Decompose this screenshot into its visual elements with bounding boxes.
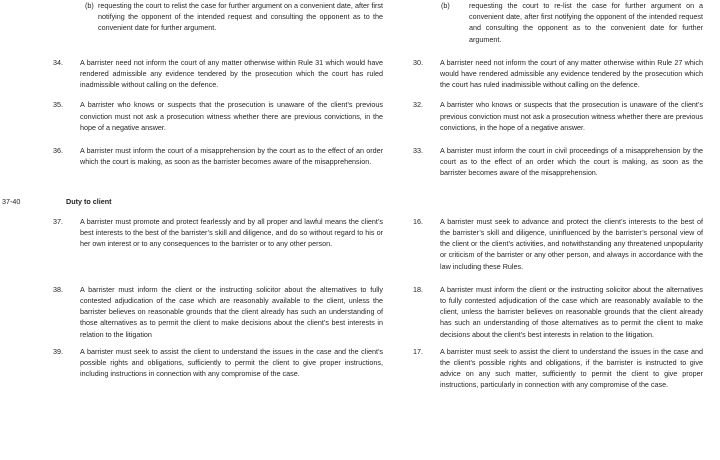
comparison-row [0,0,720,45]
clause-text: A barrister must seek to assist the client to understand the issues in the case and the client’s possible rights and obligations, sufficiently to permit the client to give proper instructions, including instructions in connection with any compromise of the case. [80,346,383,379]
right-column-cell [383,99,720,133]
left-column-cell [40,284,383,340]
margin-label-duty-to-client: 37-40 [2,196,21,206]
clause-number: 32. [413,100,423,110]
right-column-cell [383,145,720,179]
left-column-cell [40,216,383,250]
clause-text: A barrister who knows or suspects that the prosecution is unaware of the client’s previous conviction must not ask a prosecution witness whether there are previous convictions, in the hope of a negative answer. [80,100,383,132]
clause-text: A barrister must seek to assist the client to understand the issues in the case and the client’s possible rights and obligations, if the barrister is instructed to give advice on any such matter, sufficiently to permit the client to give proper instructions, particularly in connection with any compromise of the case. [440,346,703,390]
clause-number: 39. [53,346,63,356]
list-item [413,284,703,340]
comparison-row [0,346,720,391]
row-spacer [0,207,720,216]
clause-number: 37. [53,216,63,226]
clause-number: 38. [53,284,63,294]
clause-text: requesting the court to re-list the case for further argument on a convenient date, after first notifying the opponent of the intended request and consulting the opponent as to the convenient date for further argument. [469,1,703,44]
clause-text: A barrister who knows or suspects that the prosecution is unaware of the client’s previous conviction must not ask a prosecution witness whether there are previous convictions, in the hope of a negative answer. [440,100,703,132]
left-column-cell [40,57,383,91]
row-spacer [0,45,720,57]
clause-number: 33. [413,146,423,156]
list-item [413,145,703,179]
left-column-cell [40,99,383,133]
row-spacer [0,133,720,145]
clause-number: 35. [53,100,63,110]
clause-text: A barrister need not inform the court of any matter otherwise within Rule 31 which would have rendered admissible any evidence tendered by the prosecution which the court has ruled inadmissible without calling on the defence. [80,57,383,90]
section-heading-row [0,196,720,207]
list-item [413,216,703,272]
list-item [413,57,703,91]
clause-number: 34. [53,57,63,67]
clause-number: (b) [85,1,94,10]
list-item [413,346,703,391]
clause-text: A barrister need not inform the court of any matter otherwise within Rule 27 which would have rendered admissible any evidence tendered by the prosecution which the court has ruled inadmissible without calling on the defence. [440,57,703,90]
clause-number: (b) [441,1,450,10]
comparison-row [0,57,720,91]
clause-text: A barrister must inform the court of a misapprehension by the court as to the effect of an order which the court is making, as soon as the barrister becomes aware of the misapprehension. [80,146,383,167]
clause-number: 30. [413,57,423,67]
list-item [53,0,383,34]
left-column-cell [40,0,383,34]
row-spacer [0,272,720,284]
comparison-row [0,99,720,133]
right-column-cell [383,216,720,272]
clause-text: A barrister must seek to advance and protect the client’s interests to the best of the barrister’s skill and diligence, uninfluenced by the barrister’s personal view of the client or the client’s activities, and notwithstanding any threatened unpopularity or criticism of the barrister or any other person, and always in accordance with the law including these Rules. [440,216,703,271]
list-item [413,0,703,45]
left-column-cell [40,346,383,380]
clause-text: A barrister must inform the client or the instructing solicitor about the alternatives to fully contested adjudication of the case which are reasonably available to the client, unless the barrister believes on reasonable grounds that the client already has such an understanding of those alternatives as to permit the client to make decisions about the client’s best interests in relation to the litigation [80,284,383,339]
clause-number: 17. [413,346,423,356]
right-column-cell [383,284,720,340]
list-item [53,284,383,340]
section-heading: Duty to client [66,196,112,206]
clause-text: A barrister must inform the court in civil proceedings of a misapprehension by the court as to the effect of an order which the court is making, as soon as the barrister becomes aware of the misapprehension. [440,146,703,178]
comparison-row [0,216,720,272]
list-item [413,99,703,133]
list-item [53,145,383,167]
clause-number: 36. [53,146,63,156]
list-item [53,57,383,91]
list-item [53,99,383,133]
left-column-cell [40,145,383,167]
right-column-cell [383,0,720,45]
left-column-cell [40,196,383,207]
right-column-cell [383,346,720,391]
clause-text: A barrister must promote and protect fearlessly and by all proper and lawful means the client’s best interests to the best of the barrister’s skill and diligence, and do so without regard to his or her own interest or to any consequences to the barrister or to any other person. [80,216,383,249]
list-item [53,346,383,380]
clause-number: 18. [413,284,423,294]
clause-text: A barrister must inform the client or the instructing solicitor about the alternatives to fully contested adjudication of the case which are reasonably available to the client, unless the barrister believes on reasonable grounds that the client already has such an understanding of those alternatives as to permit the client to make decisions about the client’s best interests in relation to the litigation. [440,284,703,339]
clause-text: requesting the court to relist the case for further argument on a convenient date, after first notifying the opponent of the intended request and consulting the opponent as to the convenient date for further argument. [98,1,383,33]
comparison-row [0,145,720,179]
list-item [53,216,383,250]
row-spacer [0,90,720,99]
row-spacer [0,179,720,196]
comparison-row [0,284,720,340]
clause-number: 16. [413,216,423,226]
right-column-cell [383,57,720,91]
